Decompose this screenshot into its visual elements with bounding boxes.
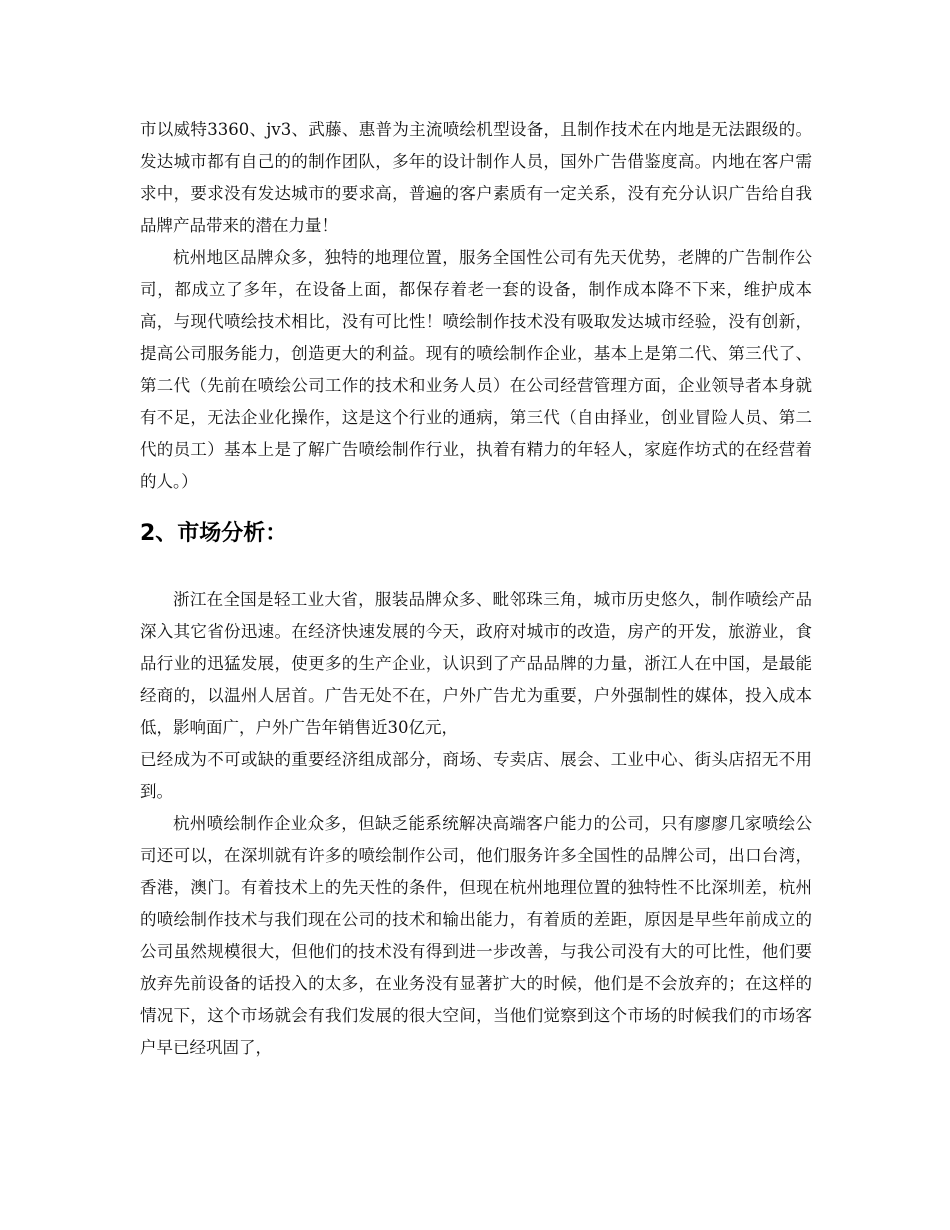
document-body — [140, 114, 812, 1064]
paragraph-equipment: 市以威特3360、jv3、武藤、惠普为主流喷绘机型设备，且制作技术在内地是无法跟级的。发达城市都有自己的的制作团队，多年的设计制作人员，国外广告借鉴度高。内地在客户需求中，要求没有发达城市的要求高，普遍的客户素质有一定关系，没有充分认识广告给自我品牌产品带来的潜在力量！ — [140, 120, 812, 235]
paragraph-zhejiang-market: 浙江在全国是轻工业大省，服装品牌众多、毗邻珠三角，城市历史悠久，制作喷绘产品深入其它省份迅速。在经济快速发展的今天，政府对城市的改造，房产的开发，旅游业，食品行业的迅猛发展，使更多的生产企业，认识到了产品品牌的力量，浙江人在中国，是最能经商的，以温州人居首。广告无处不在，户外广告尤为重要，户外强制性的媒体，投入成本低，影响面广，户外广告年销售近30亿元， — [140, 590, 812, 737]
paragraph-outdoor-ads: 已经成为不可或缺的重要经济组成部分，商场、专卖店、展会、工业中心、街头店招无不用到。 — [140, 750, 812, 801]
paragraph-hangzhou-brands: 杭州地区品牌众多，独特的地理位置，服务全国性公司有先天优势，老牌的广告制作公司，都成立了多年，在设备上面，都保存着老一套的设备，制作成本降不下来，维护成本高，与现代喷绘技术相比，没有可比性！喷绘制作技术没有吸取发达城市经验，没有创新，提高公司服务能力，创造更大的利益。现有的喷绘制作企业，基本上是第二代、第三代了、第二代（先前在喷绘公司工作的技术和业务人员）在公司经营管理方面，企业领导者本身就有不足，无法企业化操作，这是这个行业的通病，第三代（自由择业，创业冒险人员、第二代的员工）基本上是了解广告喷绘制作行业，执着有精力的年轻人，家庭作坊式的在经营着的人。） — [140, 248, 812, 491]
paragraph-hangzhou-competition: 杭州喷绘制作企业众多，但缺乏能系统解决高端客户能力的公司，只有廖廖几家喷绘公司还可以，在深圳就有许多的喷绘制作公司，他们服务许多全国性的品牌公司，出口台湾，香港，澳门。有着技术上的先天性的条件，但现在杭州地理位置的独特性不比深圳差，杭州的喷绘制作技术与我们现在公司的技术和输出能力，有着质的差距，原因是早些年前成立的公司虽然规模很大，但他们的技术没有得到进一步改善，与我公司没有大的可比性，他们要放弃先前设备的话投入的太多，在业务没有显著扩大的时候，他们是不会放弃的；在这样的情况下，这个市场就会有我们发展的很大空间，当他们觉察到这个市场的时候我们的市场客户早已经巩固了， — [140, 814, 812, 1057]
section-heading-market-analysis: 2、市场分析： — [140, 521, 288, 546]
